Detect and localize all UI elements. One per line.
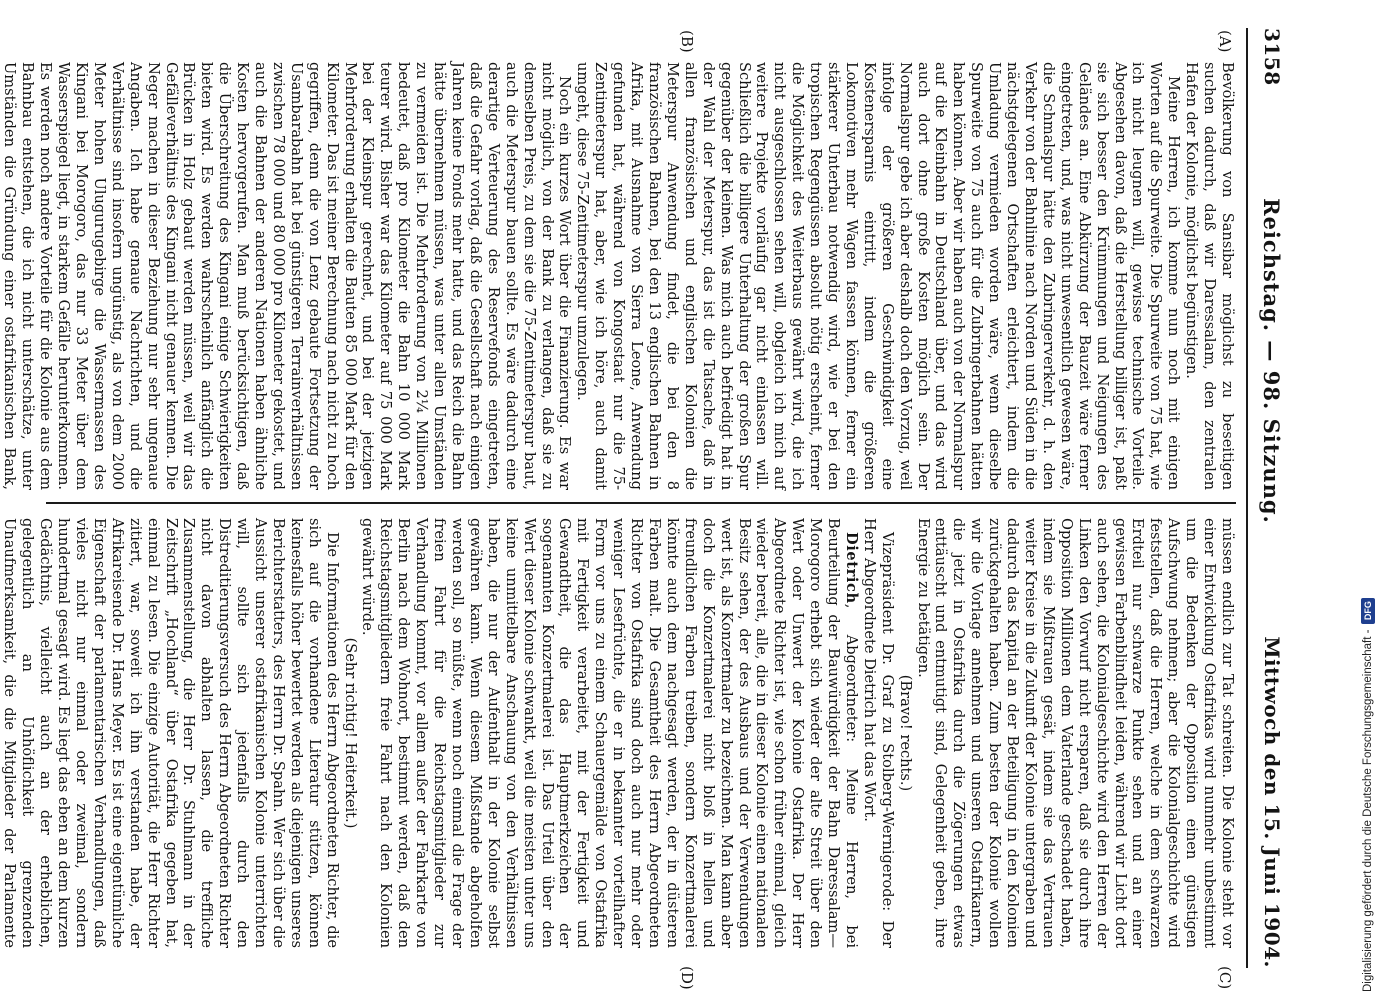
column-divider xyxy=(46,502,1236,504)
margin-mark-d: (D) xyxy=(678,966,696,990)
margin-mark-c: (C) xyxy=(1216,966,1234,990)
right-column xyxy=(1,518,1236,949)
paragraph: Meine Herren, ich komme nun noch mit einigen Worten auf die Spurweite. Die Spurweite von 75 hat, wie ich nicht leugnen will, gewisse technische Vorteile. Abgesehen davon, daß die Herstellung billiger ist, paßt sie sich besser den Krümmungen und Neigungen des Geländes an. Eine Abkürzung der Bauzeit wäre ferner eingetreten, und, was nicht unwesentlich gewesen wäre, die Schmalspur hätte den Zubringerverkehr, d. h. den Verkehr von der Bahnlinie nach Norden und Süden in die nächstgelegenen Ortschaften erleichtert, indem die Umladung vermieden worden wäre, wenn dieselbe Spurweite von 75 auch für die Zubringerbahnen hätten haben können. Aber wir haben auch von der Normalspur auf die Kleinbahn in Deutschland über, und das wird auch dort ohne große Kosten möglich sein. Der Normalspur gebe ich aber deshalb doch den Vorzug, weil infolge der größeren Geschwindigkeit eine Kostenersparnis eintritt, indem die größeren Lokomotiven mehr Wagen fassen können, ferner ein stärkerer Unterbau notwendig wird, wie er bei den tropischen Regengüssen absolut nötig erscheint, ferner die Möglichkeit des Weiterbaus gewährt wird, die ich nicht ausgeschlossen sehen will, obgleich ich mich auf weitere Projekte vorläufig gar nicht einlassen will. Schließlich die billigere Unterhaltung der großen Spur gegenüber der kleinen. Was mich auch befriedigt hat in der Wahl der Meterspur, das ist die Tatsache, daß in allen französischen und englischen Kolonien die Meterspur Anwendung findet, die bei den 8 französischen Bahnen, bei den 13 englischen Bahnen in Afrika, mit Ausnahme von Sierra Leone, Anwendung gefunden hat, während von Kongostaat nur die 75-Zentimeterspur hat, aber, wie ich höre, auch damit umgeht, diese 75-Zentimeterspur umzulegen. xyxy=(574,62,1183,490)
digitization-text: Digitalisierung gefördert durch die Deutsche Forschungsgemeinschaft - xyxy=(1362,629,1374,992)
left-column xyxy=(1,62,1236,490)
speaker-name: Dietrich xyxy=(842,532,860,604)
paragraph: Noch ein kurzes Wort über die Finanzierung. Es war nicht möglich, von der Bank zu verlangen, daß sie zu demselben Preis, zu dem sie die 75-Zentimeterspur baut, auch die Meterspur bauen sollte. Es wäre dadurch eine derartige Verteuerung des Reservefonds eingetreten, daß die Gefahr vorlag, daß die Gesellschaft nach einigen Jahren keine Fonds mehr hatte, und das Reich die Bahn hätte übernehmen müssen, was unter allen Umständen zu vermeiden ist. Die Mehrforderung von 2¼ Millionen bedeutet, daß pro Kilometer die Bahn 10 000 Mark teurer wird. Bisher war das Kilometer auf 75 000 Mark bei der Kleinspur gerechnet, und bei der jetzigen Mehrforderung erhalten die Bauten 85 000 Mark für den Kilometer. Das ist meiner Berechnung nach nicht zu hoch gegriffen, denn die von Lenz gebaute Fortsetzung der Usambarabahn hat bei günstigeren Terrainverhältnissen zwischen 78 000 und 80 000 pro Kilometer gekostet, und auch die Bahnen der anderen Nationen haben ähnliche Kosten hervorgerufen. Man muß berücksichtigen, daß die Überschreitung des Kingani einige Schwierigkeiten bieten wird. Es werden wahrscheinlich anfänglich die Brücken in Holz gebaut werden müssen, weil wir das Gefälleverhältnis des Kingani nicht genauer kennen. Die Neger machen in dieser Beziehung nur sehr ungenaue Angaben. Ich habe genaue Nachrichten, und die Verhältnisse sind insofern ungünstig, als von dem 2000 Meter hohen Ulugurugebirge die Wassermassen des Kingani bei Morogoro, das nur 33 Meter über dem Wasserspiegel liegt, in starkem Gefälle herunterkommen. Es werden noch andere Vorteile für die Kolonie aus dem Bahnbau entstehen, die ich nicht unterschätze, unter Umständen die Gründung einer ostafrikanischen Bank, xyxy=(1,62,574,490)
speaker-role: , Abgeordneter: xyxy=(842,603,860,743)
digitization-note xyxy=(1358,0,1378,1000)
speech-paragraph xyxy=(359,518,860,948)
speech-text: Meine Herren, bei Beurteilung der Bauwürdigkeit der Bahn Daressalam—Morogoro erhebt sich wieder der alte Streit über den Wert oder Unwert der Kolonie Ostafrika. Der Herr Abgeordnete Richter ist, wie schon früher einmal, gleich wieder bereit, alle, die in dieser Kolonie einen nationalen Besitz sehen, der des Ausbaus und der Verwendungen wert ist, als Konzertmaler zu bezeichnen. Man kann aber doch die Konzertmalerei nicht bloß in hellen und freundlichen Farben treiben, sondern Konzertmalerei könnte auch dem nachgesagt werden, der in düsteren Farben malt. Die Gesamtheit des Herrn Abgeordneten Richter von Ostafrika sind doch auch nur mehr oder weniger Lesefrüchte, die er in bekannter vorteilhafter Form vor uns zu einem Schauergemälde von Ostafrika mit Fertigkeit verarbeitet, mit der Fertigkeit und Gewandtheit, die das Hauptmerkzeichen der sogenannten Konzertmalerei ist. Das Urteil über den Wert dieser Kolonie schwankt, weil die meisten unter uns keine unmittelbare Anschauung von den Verhältnissen haben, die nur der Aufenthalt in der Kolonie selbst gewähren kann. Wenn diesem Mißstande abgeholfen werden soll, so müßte, wenn noch einmal die Frage der freien Fahrt für die Reichstagsmitglieder zur Verhandlung kommt, vor allem außer der Fahrkarte von Berlin nach dem Wohnort, bestimmt werden, daß den Reichstagsmitgliedern freie Fahrt nach den Kolonien gewährt würde. xyxy=(359,518,860,949)
reaction: (Bravo! rechts.) xyxy=(896,674,914,792)
page-title: Reichstag. — 98. Sitzung. xyxy=(1259,198,1285,524)
paragraph: müssen endlich zur Tat schreiten. Die Kolonie steht vor einer Entwicklung Ostafrikas wird nunmehr unbestimmt um die Bedenken der Opposition einen günstigen Aufschwung nehmen; aber die Kolonialgeschichte wird feststellen, daß die Herren, welche in dem schwarzen Erdteil nur schwarze Punkte sehen und an einer gewissen Farbenblindheit leiden, während wir Licht dort auch sehen, die Kolonialgeschichte wird den Herren der Linken den Vorwurf nicht ersparen, daß sie durch ihre Opposition Millionen dem Vaterlande geschadet haben, indem sie Mißtrauen gesät, indem sie das Vertrauen weiter Kreise in die Zukunft der Kolonie untergraben und dadurch das Kapital an der Beteiligung in den Kolonien zurückgehalten haben. Zum besten der Kolonie wollen wir die Vorlage annehmen und unseren Ostafrikanern, die jetzt in Ostafrika durch die Zögerungen etwas enttäuscht und entmutigt sind, Gelegenheit geben, ihre Energie zu betätigen. xyxy=(914,518,1236,948)
header-rule xyxy=(1246,28,1248,968)
session-date: Mittwoch den 15. Juni 1904. xyxy=(1260,636,1284,968)
dfg-logo: DFG xyxy=(1361,598,1375,624)
paragraph: Die Informationen des Herrn Abgeordneten Richter, die sich auf die vorhandene Literatur stützen, können keinesfalls höher bewertet werden als diejenigen unseres Berichterstatters, des Herrn Dr. Spahn. Wer sich über die Aussicht unserer ostafrikanischen Kolonie unterrichten will, sollte sich jedenfalls durch den Distreditierungsversuch des Herrn Abgeordneten Richter nicht davon abhalten lassen, die treffliche Zusammenstellung, die Herr Dr. Stuhlmann in der Zeitschrift „Hochland“ über Ostafrika gegeben hat, einmal zu lesen. Die einzige Autorität, die Herr Richter zitiert, war, soweit ich ihn verstanden habe, der Afrikareisende Dr. Hans Meyer. Es ist eine eigentümliche Eigenschaft der parlamentarischen Verhandlungen, daß vieles nicht nur einmal oder zweimal, sondern hundertmal gesagt wird. Es liegt das eben an dem kurzen Gedächtnis, vielleicht auch an der erheblichen, gelegentlich an Unhöflichkeit grenzenden Unaufmerksamkeit, die die Mitglieder der Parlamente xyxy=(1,518,341,948)
margin-mark-a: (A) xyxy=(1216,30,1234,53)
running-header xyxy=(1252,28,1292,968)
page-number: 3158 xyxy=(1260,28,1284,86)
reaction: (Sehr richtig! Heiterkeit.) xyxy=(341,637,359,829)
margin-mark-b: (B) xyxy=(678,30,696,53)
paragraph: Bevölkerung von Sansibar möglichst zu beseitigen suchen dadurch, daß wir Daressalam, den zentralen Hafen der Kolonie, möglichst begünstigen. xyxy=(1183,62,1236,490)
president-line: Vizepräsident Dr. Graf zu Stolberg-Wernigerode: Der Herr Abgeordnete Dietrich hat das Wort. xyxy=(860,518,896,948)
